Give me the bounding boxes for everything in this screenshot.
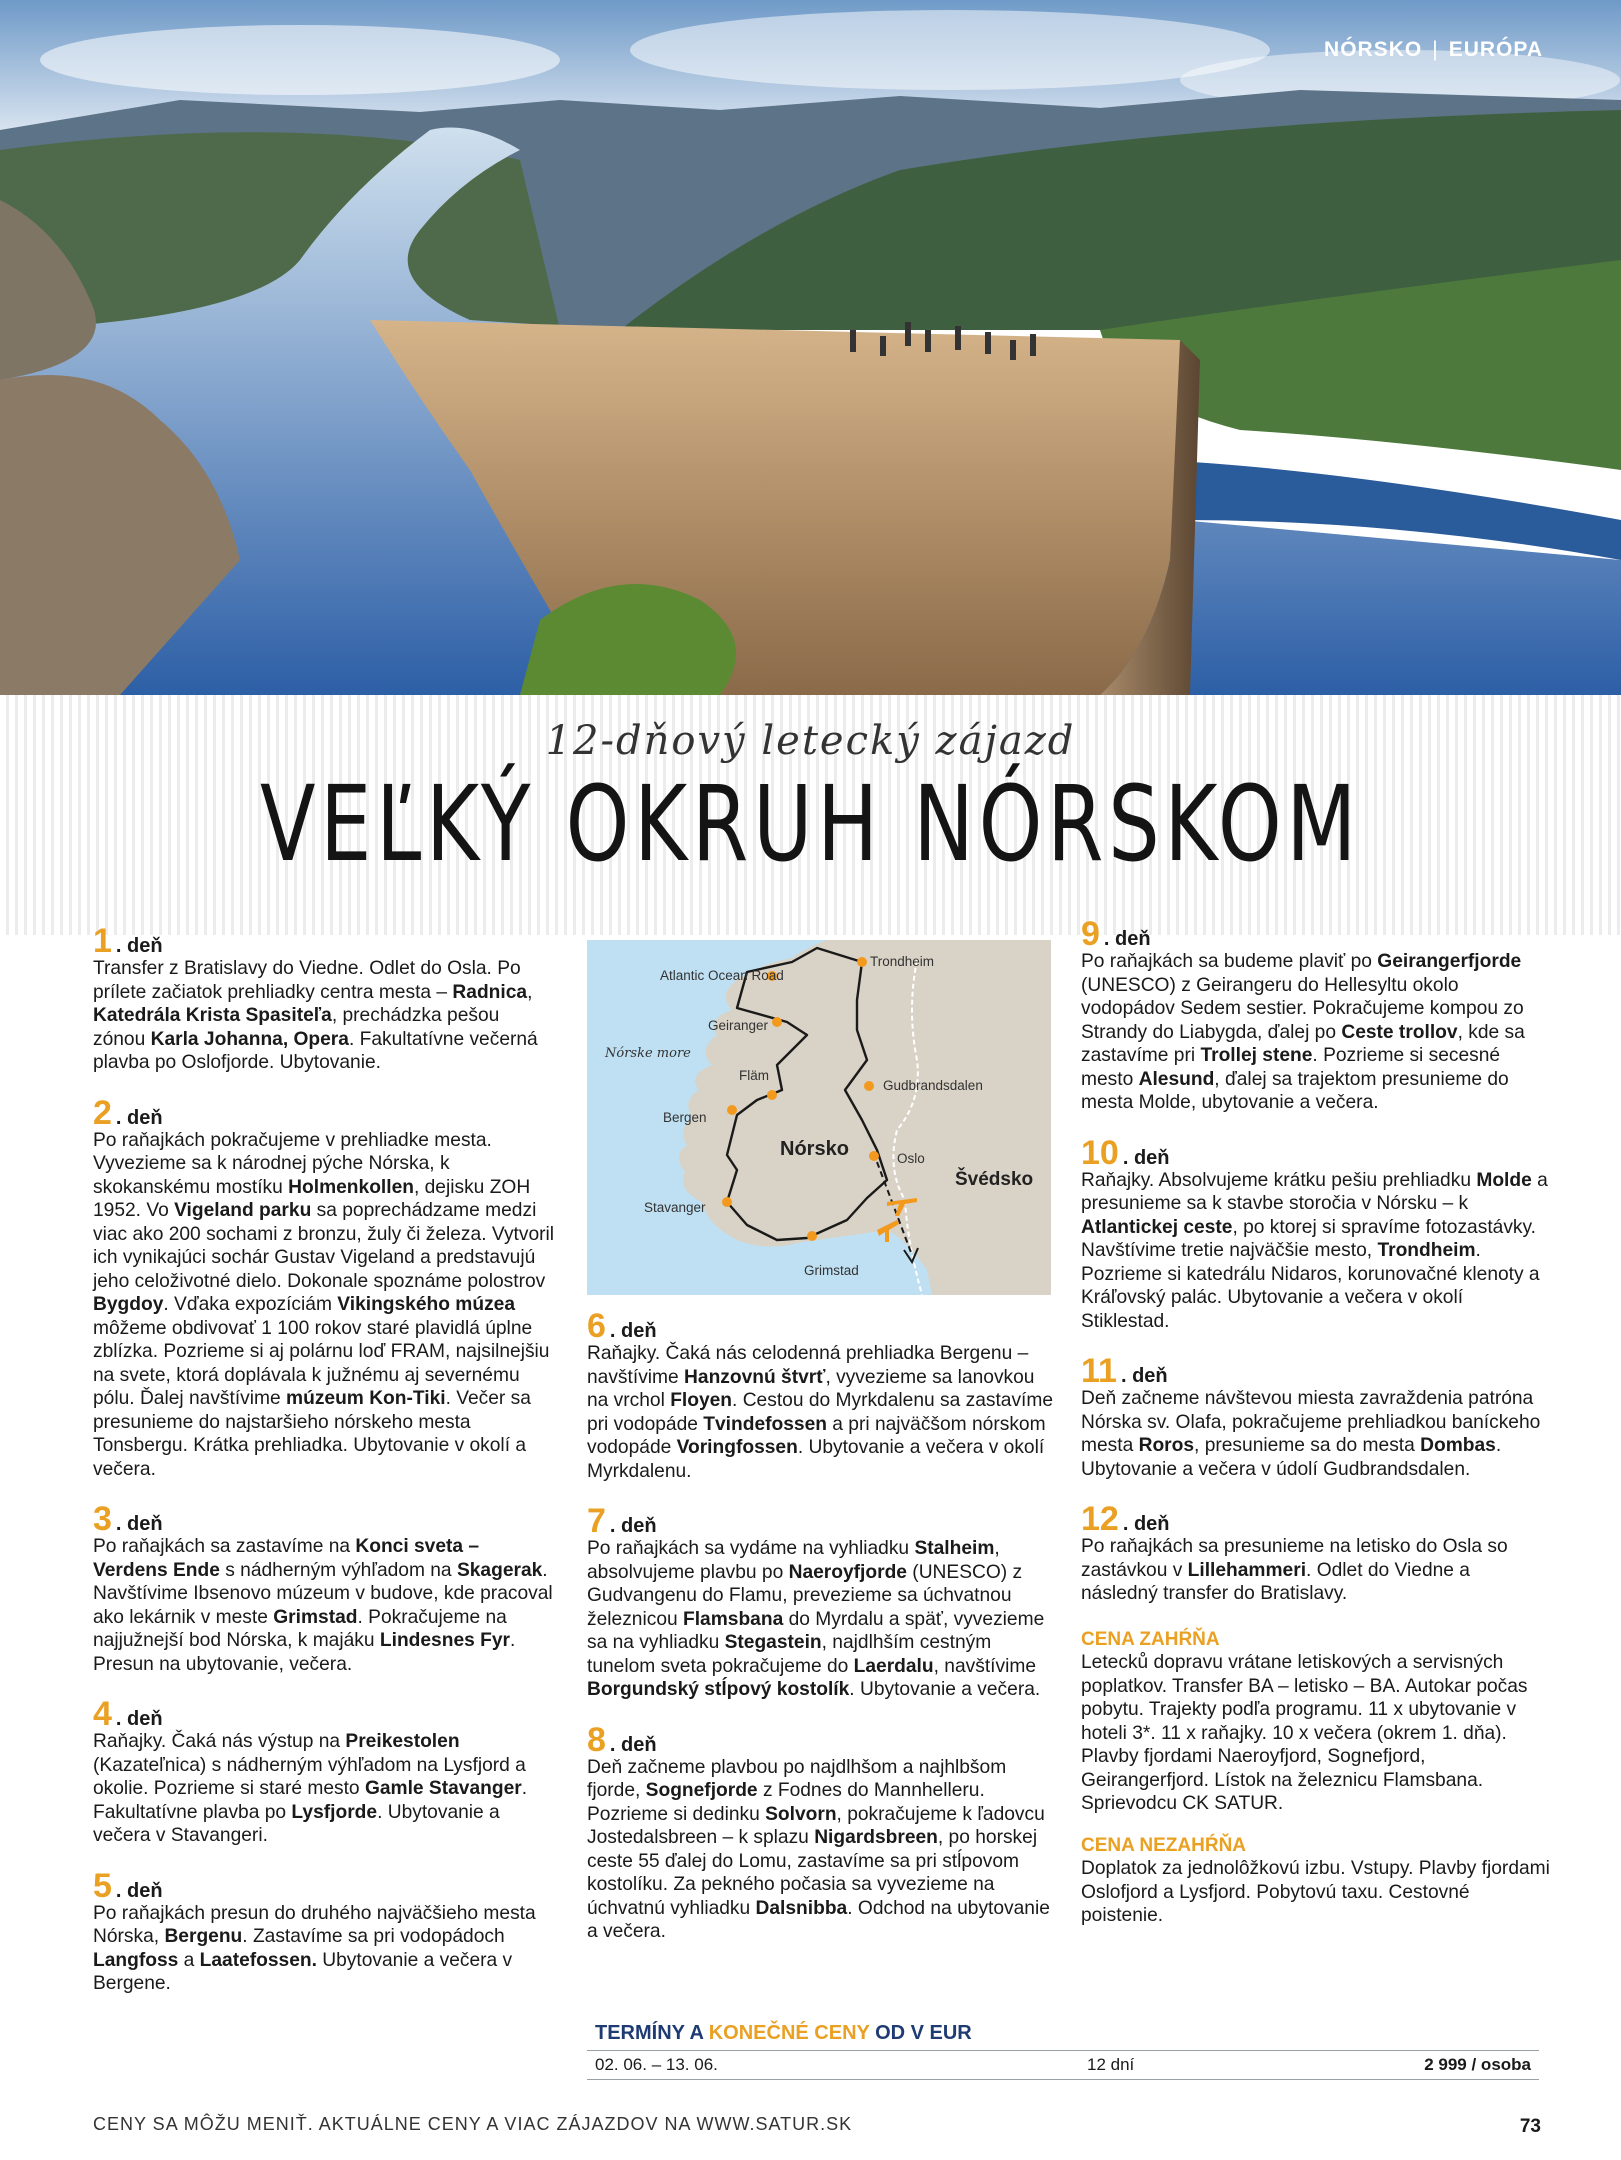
day-1 (93, 922, 555, 1075)
day-label: . deň (609, 1515, 657, 1537)
map-label-oslo: Oslo (897, 1151, 925, 1166)
map-label-grimstad: Grimstad (804, 1263, 859, 1278)
day-label: . deň (115, 1879, 163, 1902)
map-label-gudbrandsdalen: Gudbrandsdalen (883, 1078, 983, 1093)
page-number: 73 (1519, 2116, 1541, 2137)
stop-bergen (727, 1105, 737, 1115)
stop-stavanger (722, 1197, 732, 1207)
excluded-title: CENA NEZAHŔŇA (1081, 1834, 1247, 1856)
stop-geiranger (772, 1017, 782, 1027)
page-title: VEĽKÝ OKRUH NÓRSKOM (259, 763, 1362, 885)
day-8 (587, 1720, 1057, 1944)
map-label-norway: Nórsko (780, 1138, 849, 1160)
day-6 (587, 1307, 1057, 1483)
region-tag (1324, 38, 1543, 62)
map-label-flam: Fläm (739, 1068, 769, 1083)
day-label: . deň (1122, 1146, 1170, 1169)
footer-note: CENY SA MÔŽU MENIŤ. AKTUÁLNE CENY A VIAC ZÁJAZDOV NA WWW.SATUR.SK (93, 2114, 853, 2134)
day-heading (587, 1307, 1057, 1345)
day-number: 3 (93, 1500, 112, 1538)
day-number: 12 (1081, 1500, 1119, 1538)
day-description: Transfer z Bratislavy do Viedne. Odlet do Osla. Po prílete začiatok prehliadky centra mesta – Radnica, Katedrála Krista Spasiteľa, prechádzka pešou zónou Karla Johanna, Opera. Fakultatívne večerná plavba po Oslofjorde. Ubytovanie. (93, 958, 538, 1073)
day-heading (1081, 915, 1551, 953)
stop-gudbrandsdalen (864, 1081, 874, 1091)
included-text: Letecků dopravu vrátane letiskových a servisných poplatkov. Transfer BA – letisko – BA. Autokar počas pobytu. Trajekty podľa programu. 11 x ubytovanie v hoteli 3*. 11 x raňajky. 10 x večera (okrem 1. dňa). Plavby fjordami Naeroyfjord, Sognefjord, Geirangerfjord. Lístok na železnicu Flamsbana. Sprievodcu CK SATUR. (1081, 1652, 1528, 1814)
prices-row-dates: 02. 06. – 13. 06. (595, 2055, 718, 2074)
day-label: . deň (115, 1708, 163, 1730)
day-9 (1081, 915, 1551, 1115)
region-separator: | (1432, 38, 1439, 61)
day-description: Raňajky. Čaká nás celodenná prehliadka Bergenu – navštívime Hanzovnú štvrť, vyvezieme sa lanovkou na vrchol Floyen. Cestou do Myrkdalenu sa zastavíme pri vodopáde Tvindefossen a pri najväčšom nórskom vodopáde Voringfossen. Ubytovanie a večera v okolí Myrkdalenu. (587, 1343, 1054, 1482)
day-description: Po raňajkách presun do druhého najväčšieho mesta Nórska, Bergenu. Zastavíme sa pri vodopádoch Langfoss a Laatefossen. Ubytovanie a večera v Bergene. (93, 1902, 536, 1994)
day-description: Po raňajkách sa budeme plaviť po Geirangerfjorde (UNESCO) z Geirangeru do Hellesyltu okolo vodopádov Sedem sestier. Pokračujeme kompou zo Strandy do Liabygda, ďalej po Ceste trollov, kde sa zastavíme pri Trollej stene. Pozrieme si secesné mesto Alesund, ďalej sa trajektom presunieme do mesta Molde, ubytovanie a večera. (1081, 951, 1525, 1113)
stop-trondheim (857, 957, 867, 967)
day-number: 4 (93, 1695, 112, 1733)
day-3 (93, 1500, 555, 1676)
day-heading (93, 1695, 555, 1733)
prices-row-price: 2 999 / osoba (1424, 2055, 1531, 2074)
day-description: Raňajky. Čaká nás výstup na Preikestolen (Kazateľnica) s nádherným výhľadom na Lysfjord a okolie. Pozrieme si staré mesto Gamle Stavanger. Fakultatívne plavba po Lysfjorde. Ubytovanie a večera v Stavangeri. (93, 1731, 528, 1846)
map-label-stavanger: Stavanger (644, 1200, 706, 1215)
day-number: 11 (1081, 1352, 1117, 1390)
day-12 (1081, 1500, 1551, 1606)
day-description: Raňajky. Absolvujeme krátku pešiu prehliadku Molde a presunieme sa k stavbe storočia v Nórsku – k Atlantickej ceste, po ktorej si spravíme fotozastávky. Navštívime tretie najväčšie mesto, Trondheim. Pozrieme si katedrálu Nidaros, korunovačné klenoty a Kráľovský palác. Ubytovanie a večera v okolí Stiklestad. (1081, 1169, 1548, 1332)
region-country: NÓRSKO (1324, 38, 1423, 61)
day-description: Po raňajkách sa zastavíme na Konci sveta – Verdens Ende s nádherným výhľadom na Skagerak. Navštívime Ibsenovo múzeum v budove, kde pracoval ako lekárnik v meste Grimstad. Pokračujeme na najjužnejší bod Nórska, k majáku Lindesnes Fyr. Presun na ubytovanie, večera. (93, 1536, 553, 1675)
days-9-12 (1081, 915, 1551, 1606)
day-label: . deň (609, 1320, 657, 1342)
day-number: 9 (1081, 915, 1100, 953)
day-number: 1 (93, 922, 112, 960)
day-heading (1081, 1133, 1551, 1172)
prices-row (587, 2050, 1539, 2080)
day-heading (93, 922, 555, 960)
day-number: 8 (587, 1720, 606, 1759)
stop-grimstad (807, 1231, 817, 1241)
stop-oslo (869, 1151, 879, 1161)
map-label-atlantic: Atlantic Ocean Road (660, 968, 784, 983)
hero-photo (0, 0, 1621, 695)
day-heading (93, 1093, 555, 1132)
day-description: Po raňajkách sa vydáme na vyhliadku Stalheim, absolvujeme plavbu po Naeroyfjorde (UNESCO) z Gudvangenu do Flamu, prevezieme sa úchvatnou železnicou Flamsbana do Myrdalu a späť, vyvezieme sa na vyhliadku Stegastein, najdlhším cestným tunelom sveta pokračujeme do Laerdalu, navštívime Borgundský stĺpový kostolík. Ubytovanie a večera. (587, 1538, 1045, 1700)
day-description: Po raňajkách sa presunieme na letisko do Osla so zastávkou v Lillehammeri. Odlet do Viedne a následný transfer do Bratislavy. (1081, 1536, 1508, 1604)
stop-flam (767, 1090, 777, 1100)
day-heading (93, 1866, 555, 1905)
map-label-bergen: Bergen (663, 1110, 707, 1125)
day-heading (1081, 1500, 1551, 1538)
fjord-landscape-image (0, 0, 1621, 695)
day-10 (1081, 1133, 1551, 1334)
day-heading (1081, 1352, 1551, 1390)
day-label: . deň (1103, 928, 1151, 950)
prices-row-duration: 12 dní (1087, 2055, 1135, 2074)
day-label: . deň (115, 935, 163, 957)
page-subtitle: 12-dňový letecký zájazd (545, 718, 1076, 764)
prices-heading (587, 2022, 1539, 2050)
day-number: 10 (1081, 1133, 1119, 1172)
day-2 (93, 1093, 555, 1482)
day-5 (93, 1866, 555, 1996)
map-label-geiranger: Geiranger (708, 1018, 769, 1033)
region-continent: EURÓPA (1448, 38, 1543, 61)
day-number: 7 (587, 1502, 606, 1540)
prices-heading-highlight: KONEČNÉ CENY (708, 2022, 870, 2044)
day-heading (587, 1720, 1057, 1759)
day-number: 6 (587, 1307, 606, 1345)
prices-table (587, 2022, 1539, 2080)
itinerary-column-3 (1081, 915, 1551, 1928)
day-heading (587, 1502, 1057, 1540)
day-label: . deň (609, 1733, 657, 1756)
day-label: . deň (115, 1513, 163, 1535)
included-title: CENA ZAHŔŇA (1081, 1628, 1220, 1650)
excluded-text: Doplatok za jednolôžkovú izbu. Vstupy. Plavby fjordami Oslofjord a Lysfjord. Pobytovú taxu. Cestovné poistenie. (1081, 1858, 1550, 1926)
route-map (587, 940, 1051, 1295)
map-label-sweden: Švédsko (955, 1169, 1034, 1190)
day-4 (93, 1695, 555, 1848)
day-number: 5 (93, 1866, 112, 1905)
day-11 (1081, 1352, 1551, 1481)
day-description: Deň začneme návštevou miesta zavraždenia patróna Nórska sv. Olafa, pokračujeme prehliadkou baníckeho mesta Roros, presunieme sa do mesta Dombas. Ubytovanie a večera v údolí Gudbrandsdalen. (1081, 1388, 1541, 1480)
itinerary-column-1 (93, 922, 555, 2018)
itinerary-column-2 (587, 1307, 1057, 1966)
prices-heading-post: OD V EUR (875, 2022, 972, 2044)
day-heading (93, 1500, 555, 1538)
day-label: . deň (1120, 1365, 1168, 1387)
day-description: Deň začneme plavbou po najdlhšom a najhlbšom fjorde, Sognefjorde z Fodnes do Mannhelleru. Pozrieme si dedinku Solvorn, pokračujeme k ľadovcu Jostedalsbreen – k splazu Nigardsbreen, po horskej ceste 55 ďalej do Lomu, zastavíme sa pri stĺpovom kostolíku. Za pekného počasia sa vyvezieme na úchvatnú vyhliadku Dalsnibba. Odchod na ubytovanie a večera. (587, 1756, 1050, 1942)
map-label-trondheim: Trondheim (870, 954, 935, 969)
day-description: Po raňajkách pokračujeme v prehliadke mesta. Vyvezieme sa k národnej pýche Nórska, k skokanskému mostíku Holmenkollen, dejisku ZOH 1952. Vo Vigeland parku sa poprechádzame medzi viac ako 200 sochami z bronzu, žuly či železa. Vytvoril ich vynikajúci sochár Gustav Vigeland a predstavujú jeho celoživotné dielo. Dokonale spoznáme polostrov Bygdoy. Vďaka expozíciám Vikingského múzea môžeme obdivovať 1 100 rokov staré plavidlá úplne zblízka. Pozrieme si aj polárnu loď FRAM, najsilnejšiu na svete, ktorá doplávala k južnému aj severnému pólu. Ďalej navštívime múzeum Kon-Tiki. Večer sa presunieme do najstaršieho nórskeho mesta Tonsbergu. Krátka prehliadka. Ubytovanie v okolí a večera. (93, 1129, 555, 1480)
prices-heading-pre: TERMÍNY A (595, 2022, 704, 2044)
day-label: . deň (115, 1106, 163, 1129)
day-7 (587, 1502, 1057, 1702)
map-label-sea: Nórske more (605, 1046, 691, 1061)
day-label: . deň (1122, 1513, 1170, 1535)
day-number: 2 (93, 1093, 112, 1132)
